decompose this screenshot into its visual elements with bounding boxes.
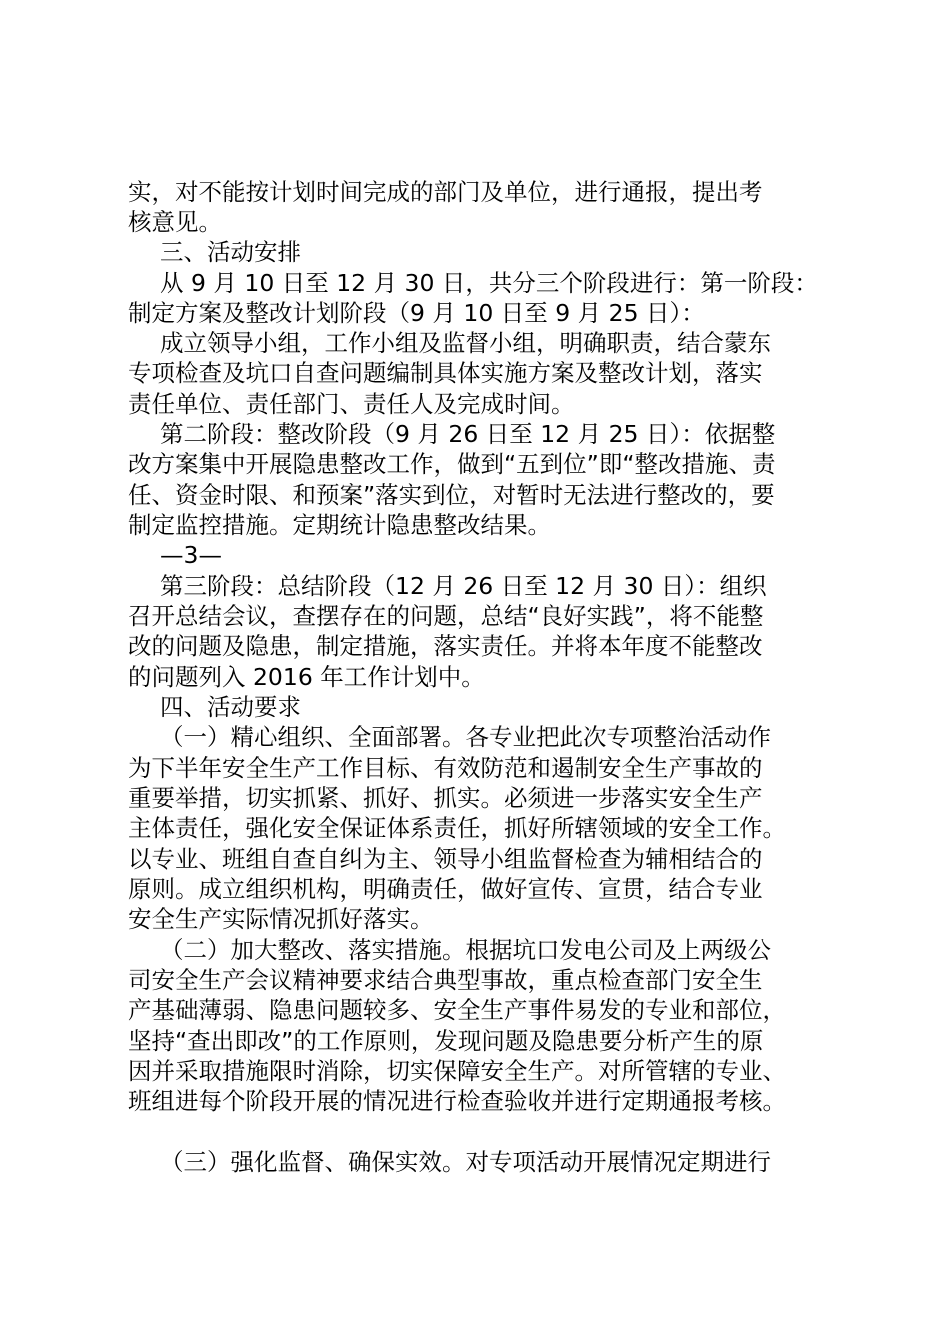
text-line: 专项检查及坑口自查问题编制具体实施方案及整改计划，落实: [128, 359, 763, 387]
text-line: 制定监控措施。定期统计隐患整改结果。: [128, 511, 551, 539]
text-line: 从 9 月 10 日至 12 月 30 日，共分三个阶段进行：第一阶段：: [160, 269, 818, 297]
text-line: （一）精心组织、全面部署。各专业把此次专项整治活动作: [160, 723, 771, 751]
text-line: 原则。成立组织机构，明确责任，做好宣传、宣贯，结合专业: [128, 875, 763, 903]
page-number: —3—: [160, 541, 222, 569]
text-line: 主体责任，强化安全保证体系责任，抓好所辖领域的安全工作。: [128, 814, 786, 842]
text-line: 第二阶段：整改阶段（9 月 26 日至 12 月 25 日）：依据整: [160, 420, 776, 448]
text-line: 以专业、班组自查自纠为主、领导小组监督检查为辅相结合的: [128, 845, 763, 873]
text-line: （二）加大整改、落实措施。根据坑口发电公司及上两级公: [160, 936, 771, 964]
text-line: 任、资金时限、和预案”落实到位，对暂时无法进行整改的，要: [128, 481, 775, 509]
text-line: 改方案集中开展隐患整改工作，做到“五到位”即“整改措施、责: [128, 450, 776, 478]
section-heading: 四、活动要求: [160, 693, 301, 721]
text-line: 安全生产实际情况抓好落实。: [128, 905, 434, 933]
text-line: 实，对不能按计划时间完成的部门及单位，进行通报，提出考: [128, 178, 763, 206]
text-line: 制定方案及整改计划阶段（9 月 10 日至 9 月 25 日）：: [128, 299, 705, 327]
text-line: 因并采取措施限时消除，切实保障安全生产。对所管辖的专业、: [128, 1057, 786, 1085]
text-line: 司安全生产会议精神要求结合典型事故，重点检查部门安全生: [128, 966, 763, 994]
text-line: 核意见。: [128, 208, 222, 236]
text-line: 召开总结会议，查摆存在的问题，总结“良好实践”，将不能整: [128, 602, 764, 630]
text-line: 产基础薄弱、隐患问题较多、安全生产事件易发的专业和部位，: [128, 996, 786, 1024]
text-line: 成立领导小组，工作小组及监督小组，明确职责，结合蒙东: [160, 329, 771, 357]
text-line: 改的问题及隐患，制定措施，落实责任。并将本年度不能整改: [128, 632, 763, 660]
section-heading: 三、活动安排: [160, 238, 301, 266]
text-line: 坚持“查出即改”的工作原则，发现问题及隐患要分析产生的原: [128, 1027, 764, 1055]
text-line: 重要举措，切实抓紧、抓好、抓实。必须进一步落实安全生产: [128, 784, 763, 812]
text-line: （三）强化监督、确保实效。对专项活动开展情况定期进行: [160, 1148, 771, 1176]
text-line: 为下半年安全生产工作目标、有效防范和遏制安全生产事故的: [128, 754, 763, 782]
text-line: 责任单位、责任部门、责任人及完成时间。: [128, 390, 575, 418]
text-line: 的问题列入 2016 年工作计划中。: [128, 663, 485, 691]
text-line: 班组进每个阶段开展的情况进行检查验收并进行定期通报考核。: [128, 1087, 786, 1115]
text-line: 第三阶段：总结阶段（12 月 26 日至 12 月 30 日）：组织: [160, 572, 767, 600]
